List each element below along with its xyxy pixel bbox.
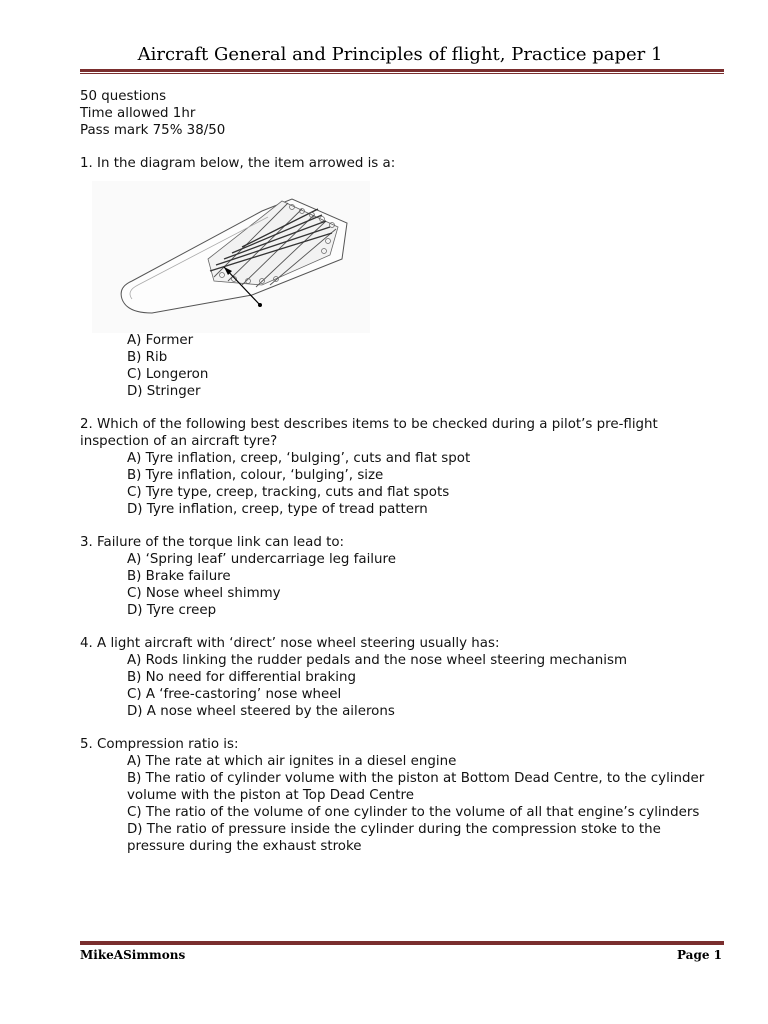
option: A) Former — [127, 333, 194, 348]
question-4-text: 4. A light aircraft with ‘direct’ nose wheel steering usually has: — [80, 636, 500, 651]
option: B) The ratio of cylinder volume with the piston at Bottom Dead Centre, to the cylinder volume with the piston at Top Dead Centre — [127, 771, 705, 803]
option: D) A nose wheel steered by the ailerons — [127, 704, 395, 719]
question-2 — [80, 416, 720, 518]
option: B) Brake failure — [127, 569, 231, 584]
intro-pass-mark: Pass mark 75% 38/50 — [80, 123, 226, 138]
option: C) The ratio of the volume of one cylinder to the volume of all that engine’s cylinders — [127, 805, 700, 820]
wing-structure-diagram — [92, 181, 370, 333]
intro-block — [80, 88, 720, 139]
option: B) Tyre inflation, colour, ‘bulging’, size — [127, 468, 384, 483]
option: C) Nose wheel shimmy — [127, 586, 281, 601]
question-5-text: 5. Compression ratio is: — [80, 737, 239, 752]
option: A) Rods linking the rudder pedals and the nose wheel steering mechanism — [127, 653, 627, 668]
option: D) Tyre inflation, creep, type of tread pattern — [127, 502, 428, 517]
intro-time: Time allowed 1hr — [80, 106, 196, 121]
question-2-text: 2. Which of the following best describes items to be checked during a pilot’s pre-flight — [80, 417, 658, 432]
option: B) No need for differential braking — [127, 670, 356, 685]
option: B) Rib — [127, 350, 168, 365]
question-5-options — [80, 753, 720, 855]
option: D) Tyre creep — [127, 603, 217, 618]
option: C) Tyre type, creep, tracking, cuts and flat spots — [127, 485, 450, 500]
page-title: Aircraft General and Principles of flight, Practice paper 1 — [137, 44, 663, 65]
question-4-options — [80, 652, 720, 720]
footer-author: MikeASimmons — [80, 948, 186, 962]
question-4 — [80, 635, 720, 720]
footer-page-number: Page 1 — [676, 948, 722, 962]
footer-rule — [80, 940, 724, 945]
question-2-options — [80, 450, 720, 518]
option: D) The ratio of pressure inside the cylinder during the compression stoke to the pressure during the exhaust stroke — [127, 822, 661, 854]
option: C) Longeron — [127, 367, 209, 382]
option: A) Tyre inflation, creep, ‘bulging’, cuts and flat spot — [127, 451, 471, 466]
question-3 — [80, 534, 720, 619]
question-3-text: 3. Failure of the torque link can lead to: — [80, 535, 345, 550]
option: D) Stringer — [127, 384, 201, 399]
question-1-text: 1. In the diagram below, the item arrowed is a: — [80, 156, 396, 171]
header-rule — [80, 69, 724, 74]
question-2-text-cont: inspection of an aircraft tyre? — [80, 434, 278, 449]
intro-questions: 50 questions — [80, 89, 167, 104]
option: A) The rate at which air ignites in a diesel engine — [127, 754, 457, 769]
question-3-options — [80, 551, 720, 619]
question-5 — [80, 736, 720, 855]
question-1-options — [80, 332, 720, 400]
option: A) ‘Spring leaf’ undercarriage leg failure — [127, 552, 396, 567]
option: C) A ‘free-castoring’ nose wheel — [127, 687, 342, 702]
